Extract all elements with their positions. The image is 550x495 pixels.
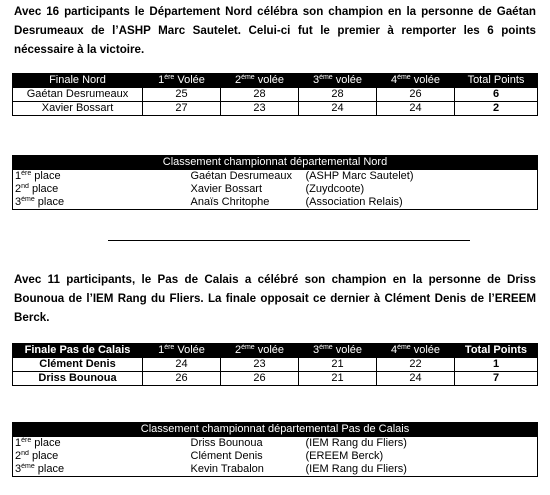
rank-club: (EREEM Berck) [304,450,538,463]
table-row [13,450,538,463]
score-volee-1: 25 [143,88,221,102]
score-volee-4: 24 [377,102,455,116]
table-row [13,372,538,386]
rank-label: 1ère place [13,437,189,451]
rank-name: Driss Bounoua [190,437,263,449]
section-divider [108,240,470,241]
score-volee-3: 21 [299,358,377,372]
rank-club: (IEM Rang du Fliers) [304,463,538,477]
rank-name: Xavier Bossart [190,183,263,195]
col-header-finale: Finale Pas de Calais [13,344,143,358]
total-points: 2 [455,102,538,116]
score-volee-4: 26 [377,88,455,102]
col-header-total: Total Points [455,344,538,358]
rank-club: (Association Relais) [304,196,538,210]
score-volee-2: 26 [221,372,299,386]
rank-club: (IEM Rang du Fliers) [304,437,538,451]
table-row [13,437,538,451]
rank-name: Kevin Trabalon [189,463,304,477]
nord-ranking-header-row [13,156,538,170]
score-volee-3: 28 [299,88,377,102]
col-header-total: Total Points [455,74,538,88]
rank-name: Gaétan Desrumeaux [190,170,292,182]
rank-label: 3ème place [13,463,189,477]
ranking-title: Classement championnat départemental Pas de Calais [13,423,538,437]
rank-club: (Zuydcoote) [304,183,538,196]
score-volee-1: 24 [143,358,221,372]
player-name: Clément Denis [13,358,143,372]
ranking-title: Classement championnat départemental Nord [13,156,538,170]
score-volee-2: 28 [221,88,299,102]
col-header-finale: Finale Nord [13,74,143,88]
player-name: Xavier Bossart [13,102,143,116]
pdc-ranking-header-row [13,423,538,437]
col-header-volee-2: 2ème volée [221,344,299,358]
table-row [13,196,538,210]
player-name: Driss Bounoua [13,372,143,386]
rank-club: (ASHP Marc Sautelet) [304,170,538,184]
score-volee-4: 22 [377,358,455,372]
pdc-final-header-row [13,344,538,358]
score-volee-2: 23 [221,102,299,116]
nord-final-table [12,73,538,116]
nord-intro-paragraph: Avec 16 participants le Département Nord célébra son champion en la personne de Gaétan Desrumeaux de l’ASHP Marc Sautelet. Celui-ci fut le premier à remporter les 6 points nécessaire à la victoire. [14,5,536,56]
score-volee-2: 23 [221,358,299,372]
col-header-volee-1: 1ère Volée [143,344,221,358]
rank-label: 2nd place [13,450,189,463]
total-points: 6 [455,88,538,102]
table-row [13,358,538,372]
col-header-volee-2: 2ème volée [221,74,299,88]
pdc-intro-paragraph: Avec 11 participants, le Pas de Calais a célébré son champion en la personne de Driss Bounoua de l’IEM Rang du Fliers. La finale opposait ce dernier à Clément Denis de l’EREEM Berck. [14,273,536,324]
table-row [13,463,538,477]
table-row [13,102,538,116]
total-points: 1 [455,358,538,372]
total-points: 7 [455,372,538,386]
col-header-volee-4: 4ème volée [377,344,455,358]
col-header-volee-1: 1ère Volée [143,74,221,88]
table-row [13,88,538,102]
player-name: Gaétan Desrumeaux [13,88,143,102]
pdc-final-table [12,343,538,386]
rank-name: Anaïs Chritophe [189,196,304,210]
rank-label: 1ère place [13,170,189,184]
col-header-volee-3: 3ème volée [299,344,377,358]
score-volee-3: 24 [299,102,377,116]
col-header-volee-3: 3ème volée [299,74,377,88]
nord-ranking-table [12,155,538,210]
score-volee-3: 21 [299,372,377,386]
col-header-volee-4: 4ème volée [377,74,455,88]
rank-name: Clément Denis [190,450,263,462]
pdc-ranking-table [12,422,538,477]
rank-label: 2nd place [13,183,189,196]
table-row [13,183,538,196]
score-volee-4: 24 [377,372,455,386]
score-volee-1: 26 [143,372,221,386]
nord-final-header-row [13,74,538,88]
score-volee-1: 27 [143,102,221,116]
table-row [13,170,538,184]
rank-label: 3ème place [13,196,189,210]
